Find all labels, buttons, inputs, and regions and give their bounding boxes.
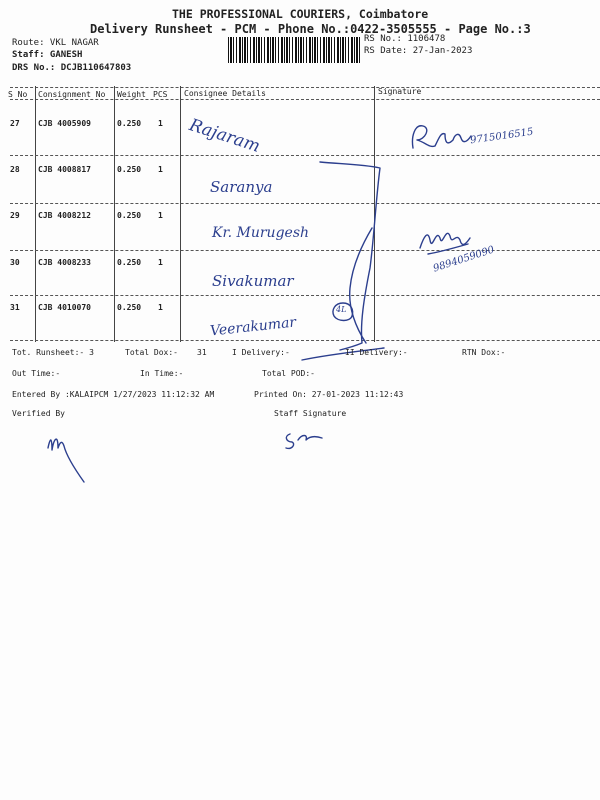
runsheet-subtitle: Delivery Runsheet - PCM - Phone No.:0422-3505555 - Page No.:3 — [90, 22, 531, 36]
staff-signature-label: Staff Signature — [274, 409, 347, 418]
col-header-consignment: Consignment No — [38, 90, 106, 99]
handwritten-phone-2: 9894059090 — [431, 244, 496, 275]
row-pcs: 1 — [158, 303, 163, 312]
consignee-handwriting: Kr. Murugesh — [212, 225, 310, 241]
handwritten-note: 4L — [336, 305, 347, 314]
col-header-pcs: PCS — [153, 90, 168, 99]
row-pcs: 1 — [158, 119, 163, 128]
verified-by-label: Verified By — [12, 409, 65, 418]
row-consignment: CJB 4008233 — [38, 258, 91, 267]
row-sno: 29 — [10, 211, 20, 220]
row-weight: 0.250 — [117, 165, 142, 174]
row-weight: 0.250 — [117, 211, 142, 220]
row-pcs: 1 — [158, 258, 163, 267]
consignee-handwriting: Veerakumar — [209, 314, 297, 340]
row-weight: 0.250 — [117, 303, 142, 312]
row-sno: 30 — [10, 258, 20, 267]
drs-number: DRS No.: DCJB110647803 — [12, 63, 132, 73]
consignee-handwriting: Sivakumar — [212, 272, 294, 290]
pen-stroke — [300, 158, 390, 368]
row-consignment: CJB 4010070 — [38, 303, 91, 312]
table-top-rule — [10, 87, 600, 88]
ii-delivery: II Delivery:- — [345, 348, 408, 357]
route-label: Route: VKL NAGAR — [12, 38, 99, 48]
row-weight: 0.250 — [117, 258, 142, 267]
row-consignment: CJB 4008817 — [38, 165, 91, 174]
row-consignment: CJB 4008212 — [38, 211, 91, 220]
row-rule — [10, 155, 600, 156]
row-sno: 27 — [10, 119, 20, 128]
printed-on: Printed On: 27-01-2023 11:12:43 — [254, 390, 404, 399]
total-pod: Total POD:- — [262, 369, 315, 378]
company-title: THE PROFESSIONAL COURIERS, Coimbatore — [172, 7, 429, 21]
staff-signature — [280, 426, 330, 454]
col-divider — [35, 86, 36, 342]
col-divider — [180, 86, 181, 342]
row-sno: 28 — [10, 165, 20, 174]
row-pcs: 1 — [158, 211, 163, 220]
rs-number: RS No.: 1106478 — [364, 34, 446, 44]
i-delivery: I Delivery:- — [232, 348, 290, 357]
row-pcs: 1 — [158, 165, 163, 174]
table-header-rule — [10, 99, 600, 100]
staff-label: Staff: GANESH — [12, 50, 83, 60]
col-header-sno: S No — [8, 90, 28, 99]
rtn-dox: RTN Dox:- — [462, 348, 506, 357]
handwritten-phone-1: 9715016515 — [469, 126, 535, 147]
barcode — [228, 37, 360, 63]
col-header-weight: Weight — [117, 90, 146, 99]
col-divider — [114, 86, 115, 342]
verified-signature — [40, 428, 100, 488]
in-time: In Time:- — [140, 369, 184, 378]
total-dox-label: Total Dox:- — [125, 348, 178, 357]
out-time: Out Time:- — [12, 369, 61, 378]
col-header-signature: Signature — [378, 87, 422, 96]
col-header-consignee: Consignee Details — [184, 89, 266, 98]
row-weight: 0.250 — [117, 119, 142, 128]
row-consignment: CJB 4005909 — [38, 119, 91, 128]
consignee-handwriting: Rajaram — [186, 115, 263, 157]
tot-runsheet: Tot. Runsheet:- 3 — [12, 348, 94, 357]
entered-by: Entered By :KALAIPCM 1/27/2023 11:12:32 AM — [12, 390, 215, 399]
total-dox-value: 31 — [197, 348, 207, 357]
row-sno: 31 — [10, 303, 20, 312]
rs-date: RS Date: 27-Jan-2023 — [364, 46, 473, 56]
consignee-handwriting: Saranya — [210, 178, 273, 196]
